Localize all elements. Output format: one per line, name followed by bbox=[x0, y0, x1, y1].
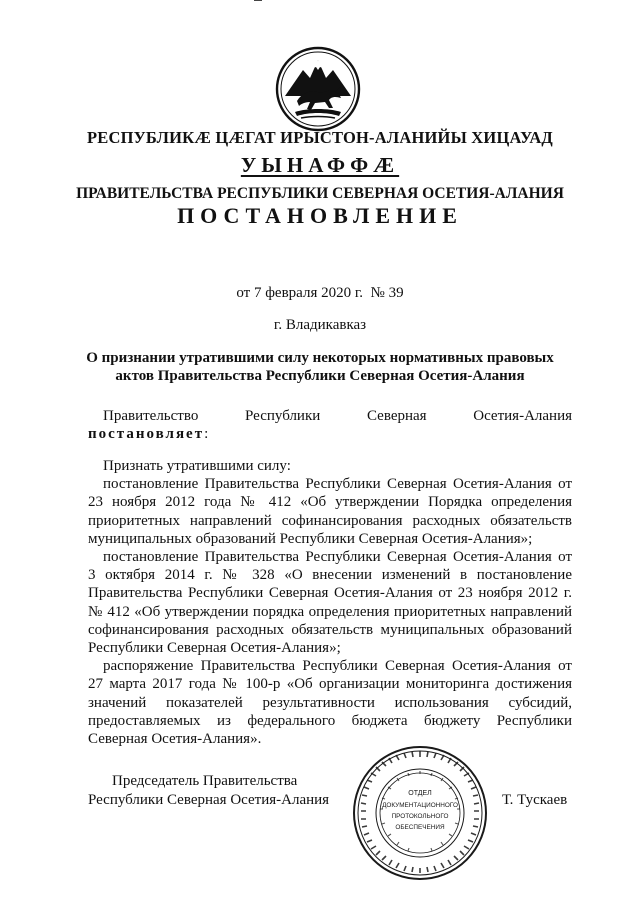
body-line: Правительства Республики Северная Осетия-Алания от 23 ноября 2012 г. bbox=[88, 585, 572, 602]
body-line: распоряжение Правительства Республики Северная Осетия-Алания от bbox=[103, 658, 572, 675]
coat-of-arms-icon bbox=[275, 46, 361, 132]
title-line: актов Правительства Республики Северная Осетия-Алания bbox=[115, 368, 525, 384]
header-russian-government: ПРАВИТЕЛЬСТВА РЕСПУБЛИКИ СЕВЕРНАЯ ОСЕТИЯ-АЛАНИЯ bbox=[76, 185, 564, 202]
stamp-text-line: ОБЕСПЕЧЕНИЯ bbox=[395, 824, 445, 831]
intro-colon: : bbox=[204, 426, 209, 443]
stamp-text-line: ДОКУМЕНТАЦИОННОГО bbox=[382, 802, 458, 809]
official-seal-icon bbox=[350, 743, 490, 883]
stamp-text-line: ОТДЕЛ bbox=[408, 790, 432, 797]
body-line: постановление Правительства Республики Северная Осетия-Алания от bbox=[103, 549, 572, 566]
body-line: предоставляемых из федерального бюджета бюджету Республики bbox=[88, 712, 572, 729]
body-line: Республики Северная Осетия-Алания»; bbox=[88, 640, 341, 657]
intro-line: Правительство Республики Северная Осетия-Алания bbox=[103, 408, 572, 424]
body-line: 27 марта 2017 года № 100-р «Об организации мониторинга достижения bbox=[88, 676, 572, 693]
document-title bbox=[80, 349, 560, 385]
body-line: Признать утратившими силу: bbox=[103, 458, 291, 474]
body-line: постановление Правительства Республики Северная Осетия-Алания от bbox=[103, 476, 572, 493]
stamp-text-line: ПРОТОКОЛЬНОГО bbox=[391, 813, 449, 820]
body-line: 3 октября 2014 г. № 328 «О внесении изменений в постановление bbox=[88, 567, 572, 584]
title-line: О признании утратившими силу некоторых нормативных правовых bbox=[86, 350, 554, 366]
signature-position bbox=[88, 772, 348, 810]
document-city: г. Владикавказ bbox=[273, 317, 367, 333]
header-ossetian-government: РЕСПУБЛИКӔ ЦӔГАТ ИРЫСТОН-АЛАНИЙЫ ХИЦАУАД bbox=[86, 128, 553, 147]
signature-position-line: Республики Северная Осетия-Алания bbox=[88, 792, 330, 808]
signature-position-line: Председатель Правительства bbox=[112, 773, 298, 789]
document-date-number: от 7 февраля 2020 г. № 39 bbox=[236, 285, 404, 301]
body-line: значений показателей результативности использования субсидий, bbox=[88, 694, 572, 711]
signatory-name: Т. Тускаев bbox=[502, 792, 568, 808]
body-line: софинансирования расходных обязательств муниципальных образований bbox=[88, 621, 572, 638]
intro-paragraph bbox=[88, 407, 572, 443]
body-line: муниципальных образований Республики Северная Осетия-Алания»; bbox=[88, 530, 533, 547]
decree-ossetian-label: УЫНАФФӔ bbox=[240, 153, 400, 177]
body-line: Северная Осетия-Алания». bbox=[88, 731, 262, 748]
decree-body bbox=[88, 457, 572, 748]
header-ossetian-decree bbox=[0, 153, 640, 178]
resolves-word: постановляет bbox=[88, 426, 205, 443]
page-mark bbox=[254, 0, 262, 1]
body-line: приоритетных направлений софинансирования расходных обязательств bbox=[88, 512, 572, 529]
body-line: 23 ноября 2012 года № 412 «Об утверждении Порядка определения bbox=[88, 494, 572, 511]
header-russian-decree: ПОСТАНОВЛЕНИЕ bbox=[177, 203, 463, 228]
intro-line bbox=[88, 425, 572, 443]
body-line: № 412 «Об утверждении порядка определения приоритетных направлений bbox=[88, 603, 572, 620]
